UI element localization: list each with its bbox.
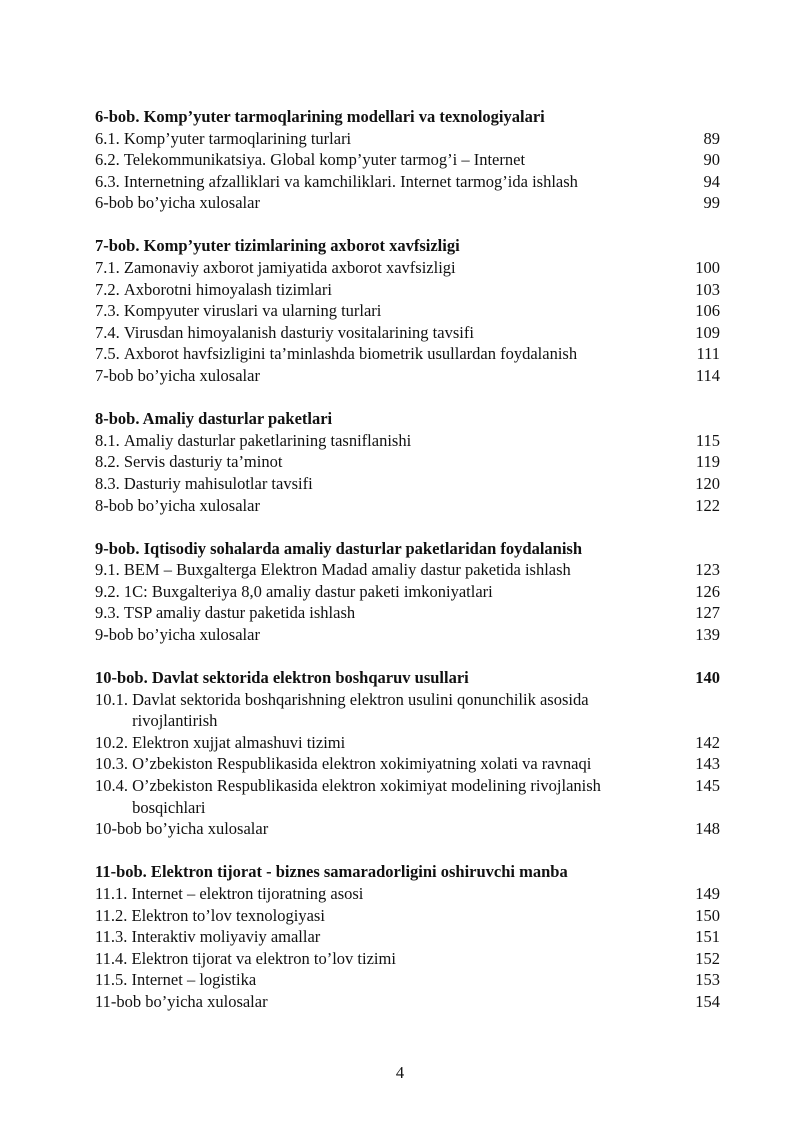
toc-entry bbox=[95, 753, 720, 775]
chapter-page-number: 140 bbox=[695, 668, 720, 688]
toc-entry bbox=[95, 192, 720, 214]
entry-page-number: 89 bbox=[703, 128, 720, 148]
chapter-section bbox=[95, 667, 720, 840]
toc-entry bbox=[95, 732, 720, 754]
entry-title: Internetning afzalliklari va kamchiliklari. Internet tarmog’ida ishlash bbox=[123, 171, 578, 191]
entry-number: 8.1. bbox=[95, 430, 124, 450]
entry-number: 11.1. bbox=[95, 883, 132, 903]
entry-number: 8.2. bbox=[95, 452, 124, 472]
toc-entry bbox=[95, 322, 720, 344]
toc-entry bbox=[95, 343, 720, 365]
entry-title-block bbox=[95, 322, 680, 344]
page-number: 4 bbox=[395, 1063, 405, 1082]
entry-page-number: 139 bbox=[695, 624, 720, 644]
entry-title-block bbox=[95, 624, 680, 646]
entry-title: Elektron to’lov texnologiyasi bbox=[131, 905, 325, 925]
chapter-title: 10-bob. Davlat sektorida elektron boshqaruv usullari bbox=[95, 668, 469, 688]
entry-title-block bbox=[95, 581, 680, 603]
entry-title: Axborot havfsizligini ta’minlashda biometrik usullardan foydalanish bbox=[123, 344, 578, 364]
toc-entry bbox=[95, 948, 720, 970]
chapter-heading bbox=[95, 861, 720, 883]
entry-page-number: 99 bbox=[703, 193, 720, 213]
entry-number: 11.3. bbox=[95, 927, 132, 947]
entry-title-block bbox=[95, 343, 680, 365]
entry-page-number: 150 bbox=[695, 905, 720, 925]
toc-entry bbox=[95, 495, 720, 517]
entry-title-block bbox=[95, 905, 680, 927]
entry-title: Kompyuter viruslari va ularning turlari bbox=[123, 301, 382, 321]
entry-title-block bbox=[95, 732, 680, 754]
entry-title: Telekommunikatsiya. Global komp’yuter tarmog’i – Internet bbox=[123, 150, 526, 170]
toc-entry bbox=[95, 883, 720, 905]
chapter-title: 9-bob. Iqtisodiy sohalarda amaliy dasturlar paketlaridan foydalanish bbox=[95, 538, 583, 558]
entry-title-block bbox=[95, 602, 680, 624]
chapter-section bbox=[95, 861, 720, 1012]
entry-title-block bbox=[95, 257, 680, 279]
entry-number: 11.4. bbox=[95, 948, 132, 968]
entry-number: 10.4. bbox=[95, 776, 133, 796]
entry-title-block bbox=[95, 926, 680, 948]
toc-entry bbox=[95, 905, 720, 927]
entry-page-number: 100 bbox=[695, 258, 720, 278]
entry-title-block bbox=[95, 128, 680, 150]
entry-page-number: 114 bbox=[695, 366, 720, 386]
chapter-heading bbox=[95, 408, 720, 430]
entry-page-number: 154 bbox=[695, 991, 720, 1011]
entry-page-number: 148 bbox=[695, 819, 720, 839]
entry-number: 7.3. bbox=[95, 301, 124, 321]
entry-title-block bbox=[95, 883, 680, 905]
entry-page-number: 123 bbox=[695, 560, 720, 580]
toc-entry bbox=[95, 149, 720, 171]
entry-number: 11.2. bbox=[95, 905, 132, 925]
entry-title: BEM – Buxgalterga Elektron Madad amaliy dastur paketida ishlash bbox=[123, 560, 571, 580]
chapter-section bbox=[95, 235, 720, 386]
entry-page-number: 109 bbox=[695, 322, 720, 342]
entry-title-block bbox=[95, 948, 680, 970]
entry-number: 9.2. bbox=[95, 581, 124, 601]
entry-title: Axborotni himoyalash tizimlari bbox=[123, 279, 332, 299]
entry-number: 7.5. bbox=[95, 344, 124, 364]
entry-page-number: 120 bbox=[695, 473, 720, 493]
entry-title-block bbox=[95, 365, 680, 387]
entry-title-block bbox=[95, 192, 680, 214]
entry-page-number: 153 bbox=[695, 970, 720, 990]
entry-page-number: 126 bbox=[695, 581, 720, 601]
entry-page-number: 142 bbox=[695, 732, 720, 752]
entry-number: 6.1. bbox=[95, 128, 124, 148]
entry-title-block bbox=[95, 818, 680, 840]
entry-title: O’zbekiston Respublikasida elektron xokimiyatning xolati va ravnaqi bbox=[132, 754, 592, 774]
table-of-contents bbox=[95, 106, 720, 1034]
entry-title-block bbox=[95, 171, 680, 193]
entry-page-number: 119 bbox=[695, 452, 720, 472]
entry-title: Internet – logistika bbox=[131, 970, 257, 990]
toc-entry bbox=[95, 818, 720, 840]
entry-title-block bbox=[95, 279, 680, 301]
toc-entry bbox=[95, 451, 720, 473]
entry-page-number: 127 bbox=[695, 603, 720, 623]
entry-title-block bbox=[95, 451, 680, 473]
entry-title-block bbox=[95, 149, 680, 171]
entry-title: TSP amaliy dastur paketida ishlash bbox=[123, 603, 356, 623]
toc-entry bbox=[95, 991, 720, 1013]
entry-title: Amaliy dasturlar paketlarining tasniflanishi bbox=[123, 430, 412, 450]
entry-number: 8.3. bbox=[95, 473, 124, 493]
chapter-heading bbox=[95, 538, 720, 560]
entry-page-number: 106 bbox=[695, 301, 720, 321]
entry-title: Zamonaviy axborot jamiyatida axborot xavfsizligi bbox=[123, 258, 456, 278]
toc-entry bbox=[95, 300, 720, 322]
entry-page-number: 151 bbox=[695, 927, 720, 947]
entry-number: 10.3. bbox=[95, 754, 133, 774]
entry-number: 10.2. bbox=[95, 732, 133, 752]
toc-entry bbox=[95, 430, 720, 452]
entry-title: Virusdan himoyalanish dasturiy vositalarining tavsifi bbox=[123, 322, 474, 342]
entry-title-block bbox=[95, 473, 680, 495]
entry-title-block bbox=[95, 430, 680, 452]
toc-entry bbox=[95, 689, 720, 732]
toc-entry bbox=[95, 969, 720, 991]
toc-entry bbox=[95, 365, 720, 387]
chapter-title: 6-bob. Komp’yuter tarmoqlarining modellari va texnologiyalari bbox=[95, 107, 545, 126]
entry-page-number: 145 bbox=[695, 776, 720, 796]
toc-entry bbox=[95, 171, 720, 193]
entry-title: Davlat sektorida boshqarishning elektron usulini qonunchilik asosida rivojlantirish bbox=[132, 689, 589, 731]
entry-title: Servis dasturiy ta’minot bbox=[123, 452, 283, 472]
entry-title: Dasturiy mahisulotlar tavsifi bbox=[123, 473, 313, 493]
entry-title-block bbox=[95, 775, 680, 818]
entry-title: Interaktiv moliyaviy amallar bbox=[131, 927, 321, 947]
entry-page-number: 103 bbox=[695, 279, 720, 299]
entry-title: O’zbekiston Respublikasida elektron xokimiyat modelining rivojlanish bosqichlari bbox=[132, 776, 601, 817]
entry-page-number: 149 bbox=[695, 883, 720, 903]
entry-number: 7.4. bbox=[95, 322, 124, 342]
chapter-title: 11-bob. Elektron tijorat - biznes samaradorligini oshiruvchi manba bbox=[95, 862, 568, 882]
chapter-section bbox=[95, 408, 720, 516]
entry-page-number: 115 bbox=[695, 430, 720, 450]
entry-title: 10-bob bo’yicha xulosalar bbox=[95, 819, 269, 839]
entry-number: 9.3. bbox=[95, 603, 124, 623]
chapter-heading bbox=[95, 667, 720, 689]
chapter-section bbox=[95, 538, 720, 646]
toc-entry bbox=[95, 624, 720, 646]
entry-number: 7.2. bbox=[95, 279, 124, 299]
entry-title: 9-bob bo’yicha xulosalar bbox=[95, 624, 260, 644]
chapter-section bbox=[95, 106, 720, 214]
entry-number: 7.1. bbox=[95, 258, 124, 278]
entry-page-number: 111 bbox=[696, 344, 720, 364]
entry-title-block bbox=[95, 689, 680, 732]
toc-entry bbox=[95, 775, 720, 818]
chapter-title: 8-bob. Amaliy dasturlar paketlari bbox=[95, 409, 333, 429]
toc-entry bbox=[95, 581, 720, 603]
toc-entry bbox=[95, 926, 720, 948]
toc-entry bbox=[95, 473, 720, 495]
entry-title: Komp’yuter tarmoqlarining turlari bbox=[123, 128, 352, 148]
entry-page-number: 152 bbox=[695, 948, 720, 968]
entry-title-block bbox=[95, 559, 680, 581]
toc-entry bbox=[95, 257, 720, 279]
entry-title: 11-bob bo’yicha xulosalar bbox=[95, 991, 268, 1011]
chapter-heading bbox=[95, 106, 720, 128]
entry-title: Elektron tijorat va elektron to’lov tizimi bbox=[131, 948, 396, 968]
entry-title: 6-bob bo’yicha xulosalar bbox=[95, 193, 260, 213]
toc-entry bbox=[95, 602, 720, 624]
toc-entry bbox=[95, 279, 720, 301]
entry-title-block bbox=[95, 753, 680, 775]
entry-page-number: 143 bbox=[695, 754, 720, 774]
toc-entry bbox=[95, 559, 720, 581]
entry-page-number: 122 bbox=[695, 495, 720, 515]
entry-title: 7-bob bo’yicha xulosalar bbox=[95, 366, 260, 386]
entry-number: 6.2. bbox=[95, 150, 124, 170]
entry-title: 1C: Buxgalteriya 8,0 amaliy dastur paketi imkoniyatlari bbox=[123, 581, 493, 601]
toc-entry bbox=[95, 128, 720, 150]
chapter-title: 7-bob. Komp’yuter tizimlarining axborot xavfsizligi bbox=[95, 236, 460, 256]
entry-title: Internet – elektron tijoratning asosi bbox=[131, 883, 364, 903]
entry-number: 6.3. bbox=[95, 171, 124, 191]
entry-number: 10.1. bbox=[95, 689, 133, 709]
entry-title-block bbox=[95, 300, 680, 322]
entry-page-number: 94 bbox=[703, 171, 720, 191]
entry-title-block bbox=[95, 969, 680, 991]
entry-title-block bbox=[95, 991, 680, 1013]
entry-title: Elektron xujjat almashuvi tizimi bbox=[132, 732, 346, 752]
chapter-heading bbox=[95, 235, 720, 257]
entry-title: 8-bob bo’yicha xulosalar bbox=[95, 495, 260, 515]
entry-page-number: 90 bbox=[703, 150, 720, 170]
entry-number: 11.5. bbox=[95, 970, 132, 990]
entry-title-block bbox=[95, 495, 680, 517]
entry-number: 9.1. bbox=[95, 560, 124, 580]
